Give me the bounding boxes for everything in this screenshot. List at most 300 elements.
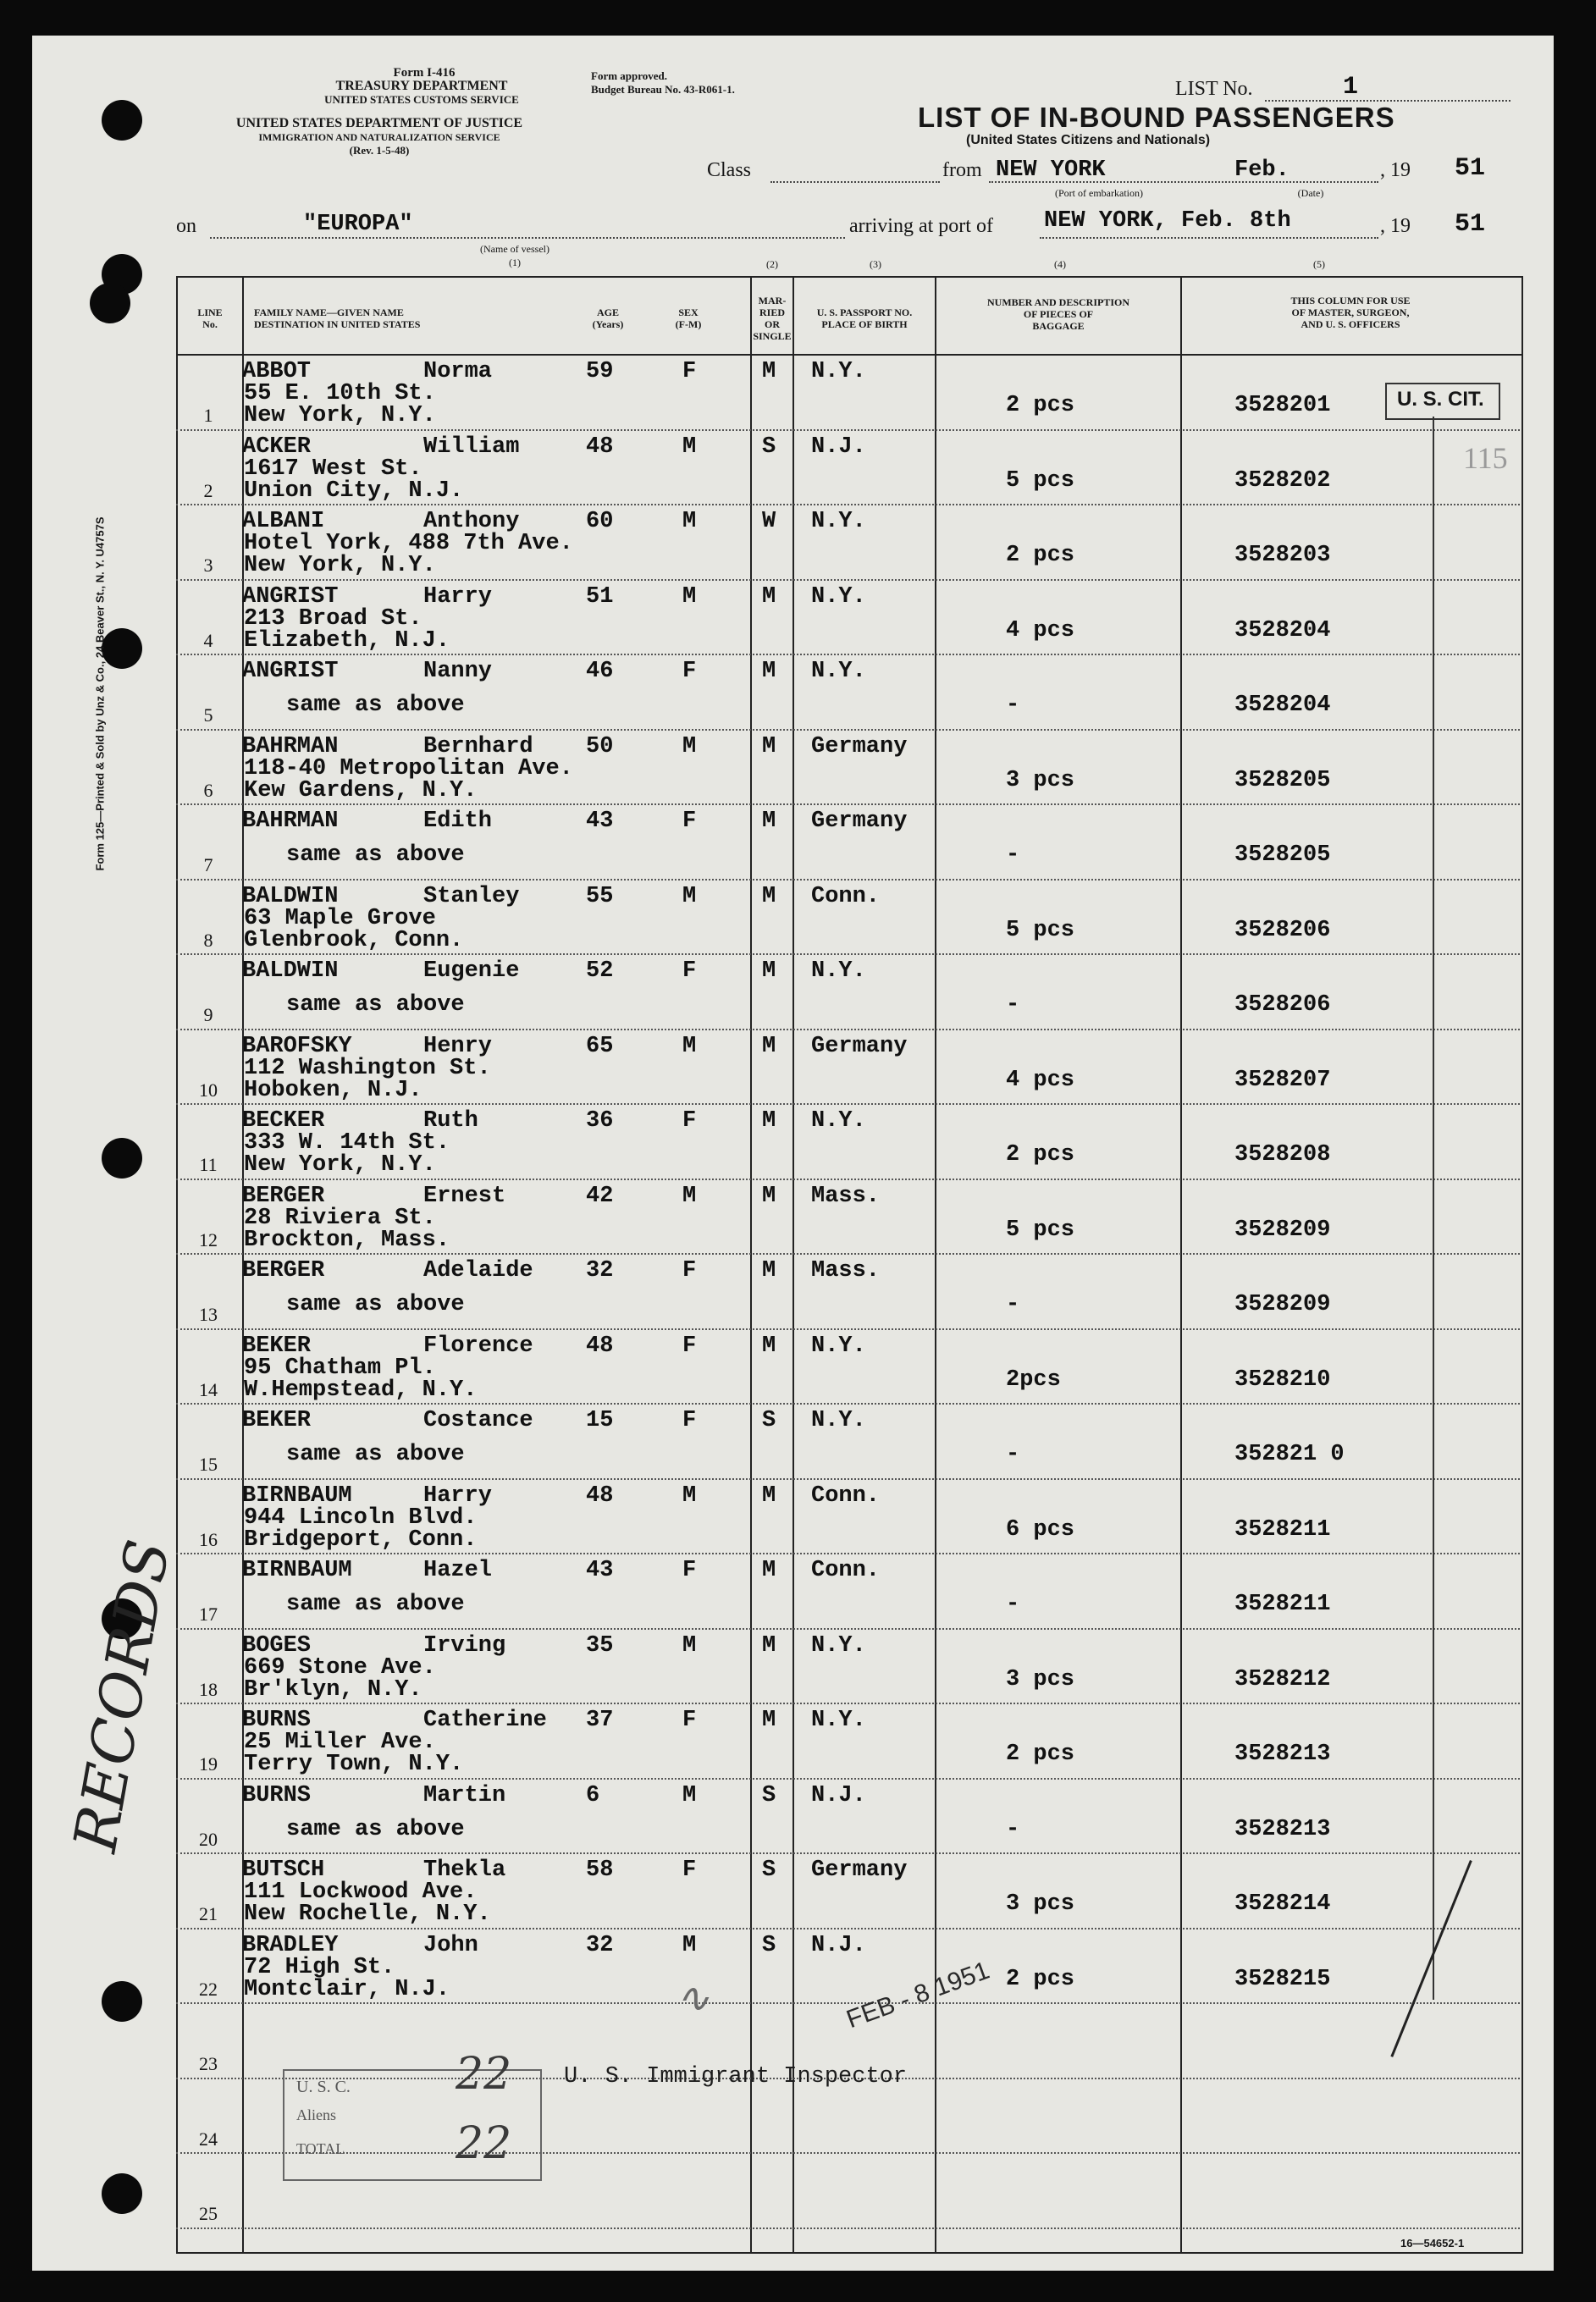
passenger-place-of-birth: N.J. [811, 1932, 866, 1958]
manifest-page [32, 36, 1554, 2271]
line-number: 14 [199, 1378, 218, 1400]
line-number: 24 [199, 2128, 218, 2150]
passenger-surname: BURNS [242, 1782, 312, 1808]
passenger-officer-number: 3528204 [1234, 617, 1331, 643]
passenger-sex: F [682, 1858, 697, 1883]
passenger-age: 37 [586, 1708, 614, 1733]
list-no-label: LIST No. [1175, 78, 1253, 100]
side-printer-text: Form 125—Printed & Sold by Unz & Co., 24 Beaver St., N. Y. U4757S [93, 516, 107, 871]
passenger-surname: BURNS [242, 1708, 312, 1733]
passenger-officer-number: 3528202 [1234, 467, 1331, 494]
passenger-given-name: Adelaide [423, 1258, 533, 1283]
aliens-label: Aliens [296, 2106, 336, 2123]
passenger-address-2: Montclair, N.J. [244, 1976, 450, 2002]
passenger-place-of-birth: N.Y. [811, 1708, 866, 1733]
punch-hole [102, 1138, 142, 1179]
passenger-address-1: 55 E. 10th St. [244, 381, 436, 406]
passenger-sex: F [682, 659, 697, 684]
passenger-address-1: same as above [286, 1816, 465, 1842]
passenger-place-of-birth: N.Y. [811, 1632, 866, 1659]
list-no-value: 1 [1343, 73, 1359, 102]
passenger-given-name: Henry [423, 1033, 493, 1059]
records-handwriting: RECORDS [60, 1534, 184, 1858]
row-divider [176, 1179, 1520, 1180]
row-divider [176, 429, 1520, 431]
passenger-marital-status: W [762, 509, 776, 534]
passenger-sex: M [682, 733, 697, 759]
line-number: 20 [199, 1828, 218, 1850]
passenger-surname: BAHRMAN [242, 733, 339, 759]
row-divider [176, 2002, 1520, 2004]
arriving-label: arriving at port of [849, 215, 993, 237]
passenger-officer-number: 3528207 [1234, 1067, 1331, 1093]
line-number: 22 [199, 1978, 218, 2000]
passenger-address-1: Hotel York, 488 7th Ave. [244, 531, 573, 556]
passenger-place-of-birth: Mass. [811, 1258, 881, 1283]
passenger-officer-number: 3528203 [1234, 543, 1331, 568]
passenger-marital-status: M [762, 1333, 776, 1359]
passenger-baggage: 3 pcs [1006, 1666, 1075, 1692]
passenger-baggage: 3 pcs [1006, 1891, 1075, 1917]
line-number: 11 [199, 1154, 218, 1175]
line-number: 3 [203, 555, 213, 576]
col-num-2: (2) [766, 258, 778, 270]
passenger-given-name: Stanley [423, 883, 520, 909]
passenger-place-of-birth: Germany [811, 809, 908, 834]
passenger-baggage: - [1006, 1292, 1020, 1317]
passenger-age: 36 [586, 1108, 614, 1134]
line-number: 21 [199, 1903, 218, 1924]
passenger-surname: BIRNBAUM [242, 1558, 352, 1583]
vessel-col-num: (1) [509, 257, 521, 268]
passenger-address-1: 213 Broad St. [244, 605, 422, 632]
passenger-age: 32 [586, 1258, 614, 1283]
passenger-age: 43 [586, 1558, 614, 1583]
vessel-caption: (Name of vessel) [480, 243, 549, 255]
passenger-address-2: Union City, N.J. [244, 478, 464, 504]
passenger-surname: BUTSCH [242, 1858, 325, 1883]
line-number: 17 [199, 1604, 218, 1625]
passenger-address-2: Glenbrook, Conn. [244, 927, 464, 953]
passenger-given-name: Norma [423, 359, 493, 384]
passenger-age: 43 [586, 809, 614, 834]
passenger-sex: F [682, 1333, 697, 1359]
col-name-header: FAMILY NAME—GIVEN NAME DESTINATION IN UNITED STATES [254, 306, 421, 330]
passenger-place-of-birth: N.Y. [811, 1408, 866, 1433]
passenger-surname: BRADLEY [242, 1932, 339, 1958]
passenger-address-1: 25 Miller Ave. [244, 1730, 436, 1755]
row-divider [176, 1628, 1520, 1630]
passenger-given-name: Irving [423, 1632, 506, 1659]
passenger-place-of-birth: N.Y. [811, 583, 866, 610]
passenger-given-name: Thekla [423, 1858, 506, 1883]
passenger-sex: M [682, 1183, 697, 1209]
passenger-surname: BECKER [242, 1108, 325, 1134]
row-divider [176, 1103, 1520, 1105]
passenger-sex: F [682, 1408, 697, 1433]
passenger-sex: F [682, 1258, 697, 1283]
row-divider [176, 803, 1520, 805]
passenger-given-name: John [423, 1932, 478, 1958]
line-number: 9 [203, 1004, 213, 1025]
passenger-address-2: Hoboken, N.J. [244, 1077, 422, 1103]
passenger-given-name: Costance [423, 1408, 533, 1433]
inspection-date-stamp: FEB - 8 1951 [842, 1956, 993, 2034]
port-embarkation: NEW YORK [996, 157, 1106, 183]
class-label: Class [707, 159, 752, 181]
passenger-given-name: Harry [423, 1482, 493, 1509]
passenger-address-1: same as above [286, 1292, 465, 1317]
punch-hole [102, 1981, 142, 2022]
passenger-place-of-birth: Germany [811, 1033, 908, 1059]
passenger-place-of-birth: Conn. [811, 1482, 881, 1509]
passenger-address-1: same as above [286, 992, 465, 1018]
passenger-place-of-birth: Mass. [811, 1183, 881, 1209]
passenger-baggage: - [1006, 1592, 1020, 1617]
year-value: 51 [1455, 154, 1486, 183]
passenger-marital-status: S [762, 1858, 776, 1883]
form-number: Form I-416 [393, 66, 456, 80]
passenger-age: 6 [586, 1782, 600, 1808]
year2-prefix: , 19 [1380, 215, 1411, 237]
passenger-marital-status: M [762, 1183, 776, 1209]
row-divider [176, 953, 1520, 955]
passenger-given-name: Ernest [423, 1183, 506, 1209]
passenger-given-name: Bernhard [423, 733, 533, 759]
passenger-officer-number: 3528209 [1234, 1292, 1331, 1317]
stamp-number-115: 115 [1463, 441, 1508, 475]
passenger-baggage: - [1006, 842, 1020, 868]
passenger-baggage: - [1006, 693, 1020, 718]
passenger-place-of-birth: N.Y. [811, 359, 866, 384]
passenger-officer-number: 3528213 [1234, 1816, 1331, 1842]
passenger-given-name: Martin [423, 1782, 506, 1808]
row-divider [176, 1703, 1520, 1704]
us-citizen-stamp-text: U. S. CIT. [1397, 388, 1484, 411]
passenger-marital-status: M [762, 1108, 776, 1134]
passenger-address-2: New Rochelle, N.Y. [244, 1902, 491, 1927]
line-number: 1 [203, 405, 213, 426]
passenger-surname: BAROFSKY [242, 1033, 352, 1059]
passenger-sex: M [682, 1482, 697, 1509]
passenger-surname: ACKER [242, 433, 312, 460]
col-line-header: LINE No. [197, 306, 223, 330]
passenger-age: 55 [586, 883, 614, 909]
row-divider [176, 1778, 1520, 1780]
embark-date: Feb. [1234, 157, 1290, 183]
passenger-surname: BAHRMAN [242, 809, 339, 834]
passenger-marital-status: M [762, 958, 776, 984]
line-number: 7 [203, 854, 213, 875]
line-number: 10 [199, 1079, 218, 1101]
passenger-place-of-birth: N.Y. [811, 509, 866, 534]
row-divider [176, 1029, 1520, 1030]
passenger-surname: BEKER [242, 1408, 312, 1433]
passenger-officer-number: 3528208 [1234, 1142, 1331, 1168]
punch-hole [102, 628, 142, 669]
passenger-surname: BALDWIN [242, 883, 339, 909]
passenger-place-of-birth: Conn. [811, 1558, 881, 1583]
passenger-surname: ANGRIST [242, 659, 339, 684]
passenger-address-1: same as above [286, 1592, 465, 1617]
passenger-surname: ALBANI [242, 509, 325, 534]
passenger-age: 50 [586, 733, 614, 759]
passenger-place-of-birth: N.Y. [811, 1108, 866, 1134]
dept-ins: IMMIGRATION AND NATURALIZATION SERVICE [258, 131, 500, 143]
passenger-address-1: 72 High St. [244, 1954, 395, 1980]
col-num-3: (3) [870, 258, 881, 270]
passenger-surname: BOGES [242, 1632, 312, 1659]
line-number: 13 [199, 1304, 218, 1325]
passenger-sex: M [682, 1782, 697, 1808]
passenger-address-2: Bridgeport, Conn. [244, 1526, 478, 1553]
passenger-age: 60 [586, 509, 614, 534]
passenger-officer-number: 3528211 [1234, 1592, 1331, 1617]
col-married-header: MAR- RIED OR SINGLE [753, 295, 792, 342]
passenger-place-of-birth: Germany [811, 1858, 908, 1883]
passenger-age: 46 [586, 659, 614, 684]
col-baggage-header: NUMBER AND DESCRIPTION OF PIECES OF BAGGAGE [986, 296, 1130, 332]
passenger-age: 52 [586, 958, 614, 984]
total-label: TOTAL [296, 2140, 345, 2157]
passenger-officer-number: 3528201 [1234, 393, 1331, 418]
passenger-marital-status: M [762, 883, 776, 909]
passenger-place-of-birth: N.Y. [811, 958, 866, 984]
line-number: 2 [203, 479, 213, 501]
line-number: 5 [203, 704, 213, 726]
passenger-marital-status: M [762, 359, 776, 384]
passenger-baggage: 2 pcs [1006, 1742, 1075, 1767]
passenger-sex: F [682, 809, 697, 834]
passenger-age: 65 [586, 1033, 614, 1059]
passenger-given-name: Anthony [423, 509, 520, 534]
passenger-officer-number: 3528213 [1234, 1742, 1331, 1767]
passenger-address-1: 118-40 Metropolitan Ave. [244, 755, 573, 781]
passenger-address-1: 333 W. 14th St. [244, 1130, 450, 1156]
passenger-sex: F [682, 1708, 697, 1733]
passenger-officer-number: 3528206 [1234, 992, 1331, 1018]
from-label: from [942, 159, 982, 181]
passenger-marital-status: M [762, 1258, 776, 1283]
passenger-age: 35 [586, 1632, 614, 1659]
passenger-address-2: New York, N.Y. [244, 553, 436, 578]
passenger-marital-status: S [762, 1408, 776, 1433]
passenger-address-2: Brockton, Mass. [244, 1227, 450, 1253]
passenger-age: 15 [586, 1408, 614, 1433]
vessel-name: "EUROPA" [303, 212, 413, 237]
form-approved: Form approved. [591, 69, 668, 82]
passenger-marital-status: S [762, 433, 776, 460]
passenger-officer-number: 3528212 [1234, 1666, 1331, 1692]
year-prefix: , 19 [1380, 159, 1411, 181]
total-value: 22 [456, 2118, 512, 2169]
passenger-place-of-birth: Germany [811, 733, 908, 759]
line-number: 8 [203, 929, 213, 951]
passenger-officer-number: 352821 0 [1234, 1442, 1345, 1467]
passenger-officer-number: 3528215 [1234, 1966, 1331, 1992]
passenger-sex: M [682, 1932, 697, 1958]
col-sex-header: SEX (F-M) [675, 306, 702, 330]
line-number: 6 [203, 779, 213, 801]
usc-label: U. S. C. [296, 2078, 351, 2096]
passenger-officer-number: 3528210 [1234, 1366, 1331, 1393]
passenger-officer-number: 3528211 [1234, 1516, 1331, 1543]
year2-value: 51 [1455, 210, 1486, 239]
passenger-given-name: Ruth [423, 1108, 478, 1134]
passenger-age: 32 [586, 1932, 614, 1958]
row-divider [176, 1403, 1520, 1405]
passenger-surname: BERGER [242, 1183, 325, 1209]
passenger-place-of-birth: N.J. [811, 433, 866, 460]
punch-hole [90, 283, 130, 323]
col-age-header: AGE (Years) [592, 306, 624, 330]
row-divider [176, 2227, 1520, 2229]
passenger-baggage: 2pcs [1006, 1366, 1061, 1393]
passenger-sex: M [682, 1033, 697, 1059]
passenger-address-2: Br'klyn, N.Y. [244, 1676, 422, 1703]
row-divider [176, 729, 1520, 731]
row-divider [176, 1478, 1520, 1480]
col-num-4: (4) [1054, 258, 1066, 270]
passenger-given-name: Eugenie [423, 958, 520, 984]
passenger-age: 42 [586, 1183, 614, 1209]
row-divider [176, 579, 1520, 581]
passenger-address-2: New York, N.Y. [244, 1152, 436, 1178]
passenger-baggage: 4 pcs [1006, 1067, 1075, 1093]
passenger-marital-status: M [762, 1708, 776, 1733]
passenger-sex: M [682, 583, 697, 610]
passenger-officer-number: 3528205 [1234, 767, 1331, 793]
passenger-baggage: 2 pcs [1006, 543, 1075, 568]
passenger-sex: M [682, 1632, 697, 1659]
row-divider [176, 1928, 1520, 1929]
passenger-age: 58 [586, 1858, 614, 1883]
passenger-marital-status: S [762, 1782, 776, 1808]
revision-date: (Rev. 1-5-48) [349, 144, 410, 157]
col-passport-header: U. S. PASSPORT NO. PLACE OF BIRTH [816, 306, 913, 330]
passenger-marital-status: M [762, 1033, 776, 1059]
footer-code: 16—54652-1 [1400, 2237, 1465, 2250]
passenger-baggage: 2 pcs [1006, 393, 1075, 418]
passenger-address-2: Kew Gardens, N.Y. [244, 777, 478, 803]
passenger-baggage: 2 pcs [1006, 1966, 1075, 1992]
on-label: on [176, 215, 196, 237]
line-number: 23 [199, 2053, 218, 2074]
passenger-given-name: Florence [423, 1333, 533, 1359]
passenger-marital-status: M [762, 659, 776, 684]
passenger-given-name: Hazel [423, 1558, 493, 1583]
passenger-officer-number: 3528204 [1234, 693, 1331, 718]
passenger-given-name: William [423, 433, 520, 460]
passenger-place-of-birth: N.Y. [811, 1333, 866, 1359]
passenger-address-1: 63 Maple Grove [244, 905, 436, 931]
row-divider [176, 1253, 1520, 1255]
line-number: 25 [199, 2203, 218, 2224]
passenger-address-2: Terry Town, N.Y. [244, 1752, 464, 1777]
passenger-address-1: same as above [286, 842, 465, 868]
passenger-address-1: same as above [286, 693, 465, 718]
passenger-surname: BERGER [242, 1258, 325, 1283]
passenger-address-1: same as above [286, 1442, 465, 1467]
passenger-baggage: 5 pcs [1006, 1217, 1075, 1243]
dept-treasury: TREASURY DEPARTMENT [335, 79, 508, 93]
row-divider [176, 1328, 1520, 1330]
passenger-age: 48 [586, 1333, 614, 1359]
passenger-given-name: Nanny [423, 659, 493, 684]
passenger-officer-number: 3528209 [1234, 1217, 1331, 1243]
passenger-place-of-birth: N.Y. [811, 659, 866, 684]
passenger-sex: M [682, 883, 697, 909]
budget-bureau: Budget Bureau No. 43-R061-1. [591, 83, 735, 96]
arrival-port: NEW YORK, Feb. 8th [1044, 208, 1291, 234]
passenger-surname: BEKER [242, 1333, 312, 1359]
document-title: LIST OF IN-BOUND PASSENGERS [918, 102, 1395, 133]
passenger-address-1: 112 Washington St. [244, 1055, 491, 1081]
passenger-address-2: W.Hempstead, N.Y. [244, 1377, 478, 1403]
line-number: 16 [199, 1528, 218, 1550]
passenger-given-name: Harry [423, 583, 493, 610]
passenger-marital-status: M [762, 1558, 776, 1583]
passenger-marital-status: M [762, 809, 776, 834]
passenger-surname: ABBOT [242, 359, 312, 384]
passenger-baggage: 2 pcs [1006, 1142, 1075, 1168]
dept-justice: UNITED STATES DEPARTMENT OF JUSTICE [235, 116, 523, 130]
passenger-given-name: Edith [423, 809, 493, 834]
row-divider [176, 1852, 1520, 1854]
passenger-marital-status: M [762, 1632, 776, 1659]
line-number: 12 [199, 1228, 218, 1250]
row-divider [176, 504, 1520, 505]
passenger-sex: F [682, 359, 697, 384]
port-embarkation-caption: (Port of embarkation) [1055, 187, 1143, 199]
passenger-marital-status: M [762, 733, 776, 759]
punch-hole [102, 2173, 142, 2214]
line-number: 19 [199, 1753, 218, 1775]
document-subtitle: (United States Citizens and Nationals) [966, 133, 1211, 147]
passenger-baggage: - [1006, 992, 1020, 1018]
inspector-label: U. S. Immigrant Inspector [564, 2064, 908, 2089]
passenger-address-1: 28 Riviera St. [244, 1205, 436, 1231]
passenger-age: 51 [586, 583, 614, 610]
passenger-officer-number: 3528206 [1234, 917, 1331, 943]
col-num-5: (5) [1313, 258, 1325, 270]
row-divider [176, 654, 1520, 655]
line-number: 18 [199, 1678, 218, 1700]
passenger-address-1: 944 Lincoln Blvd. [244, 1504, 478, 1531]
row-divider [176, 879, 1520, 881]
passenger-baggage: 5 pcs [1006, 467, 1075, 494]
passenger-baggage: 5 pcs [1006, 917, 1075, 943]
row-divider [176, 1553, 1520, 1554]
col-officers-header: THIS COLUMN FOR USE OF MASTER, SURGEON, AND U. S. OFFICERS [1290, 295, 1411, 330]
passenger-sex: M [682, 433, 697, 460]
passenger-age: 48 [586, 1482, 614, 1509]
passenger-officer-number: 3528205 [1234, 842, 1331, 868]
passenger-sex: F [682, 958, 697, 984]
line-number: 15 [199, 1454, 218, 1475]
passenger-address-1: 95 Chatham Pl. [244, 1355, 436, 1381]
passenger-baggage: - [1006, 1816, 1020, 1842]
dept-customs: UNITED STATES CUSTOMS SERVICE [324, 93, 519, 106]
passenger-age: 59 [586, 359, 614, 384]
passenger-address-2: New York, N.Y. [244, 403, 436, 428]
inspector-signature: ∿ [676, 1974, 710, 2022]
passenger-sex: F [682, 1108, 697, 1134]
passenger-sex: M [682, 509, 697, 534]
passenger-address-1: 669 Stone Ave. [244, 1654, 436, 1681]
passenger-marital-status: S [762, 1932, 776, 1958]
passenger-baggage: 6 pcs [1006, 1516, 1075, 1543]
